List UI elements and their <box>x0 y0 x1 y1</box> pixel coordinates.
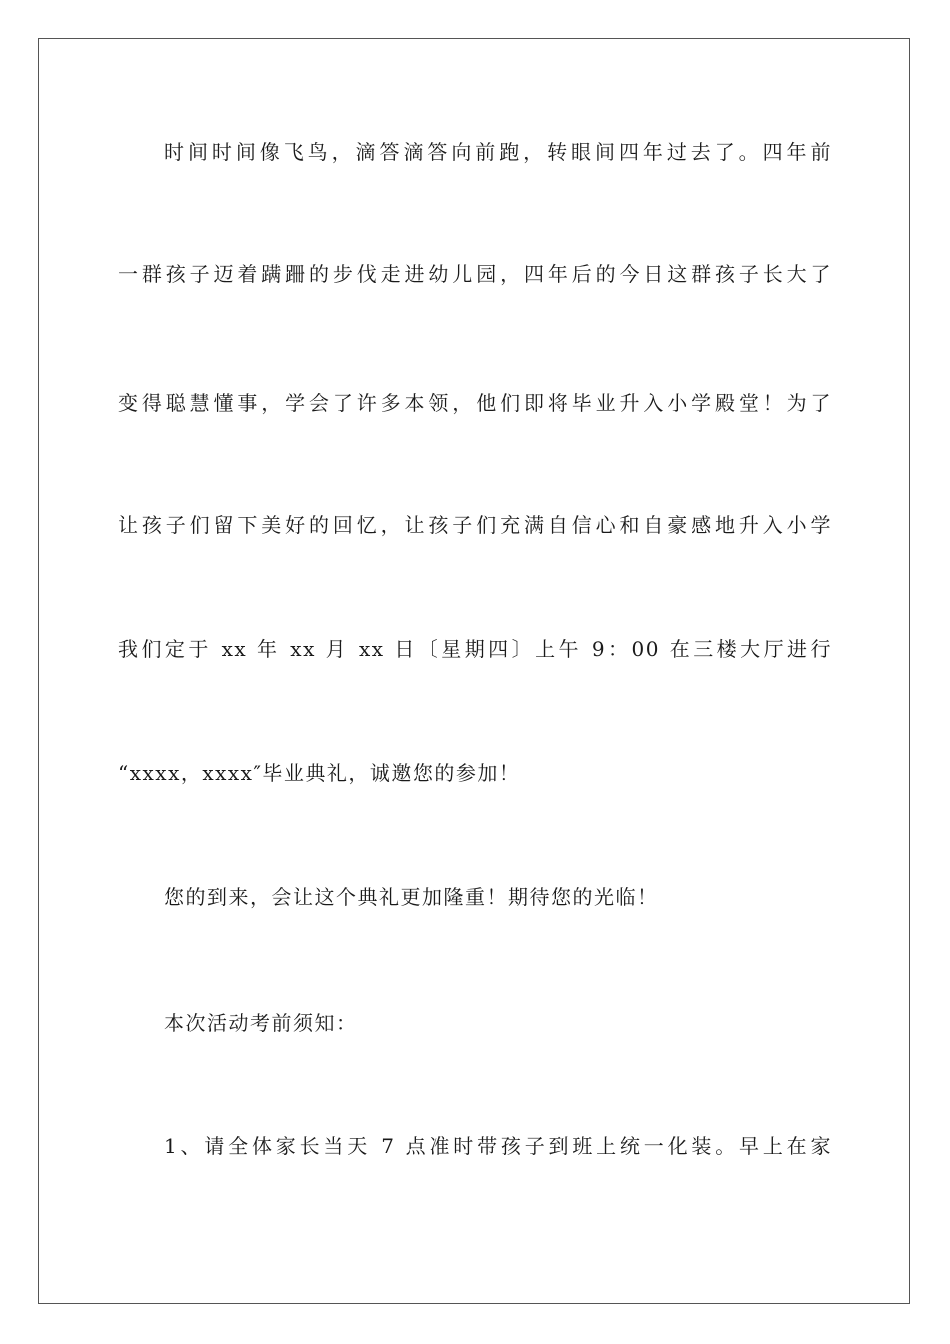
page-border <box>38 38 910 1304</box>
paragraph-line-6: “xxxx，xxxx″毕业典礼，诚邀您的参加！ <box>118 761 521 785</box>
paragraph-line-2: 一群孩子迈着蹒跚的步伐走进幼儿园，四年后的今日这群孩子长大了 <box>118 262 832 286</box>
paragraph-line-5: 我们定于 xx 年 xx 月 xx 日〔星期四〕上午 9：00 在三楼大厅进行 <box>118 637 832 661</box>
notice-heading: 本次活动考前须知： <box>164 1011 358 1035</box>
closing-line: 您的到来，会让这个典礼更加隆重！期待您的光临！ <box>164 885 659 909</box>
notice-item-1: 1、请全体家长当天 7 点准时带孩子到班上统一化装。早上在家 <box>164 1134 832 1158</box>
paragraph-line-1: 时间时间像飞鸟，滴答滴答向前跑，转眼间四年过去了。四年前 <box>164 140 832 164</box>
paragraph-line-3: 变得聪慧懂事，学会了许多本领，他们即将毕业升入小学殿堂！为了 <box>118 391 832 415</box>
paragraph-line-4: 让孩子们留下美好的回忆，让孩子们充满自信心和自豪感地升入小学 <box>118 513 832 537</box>
